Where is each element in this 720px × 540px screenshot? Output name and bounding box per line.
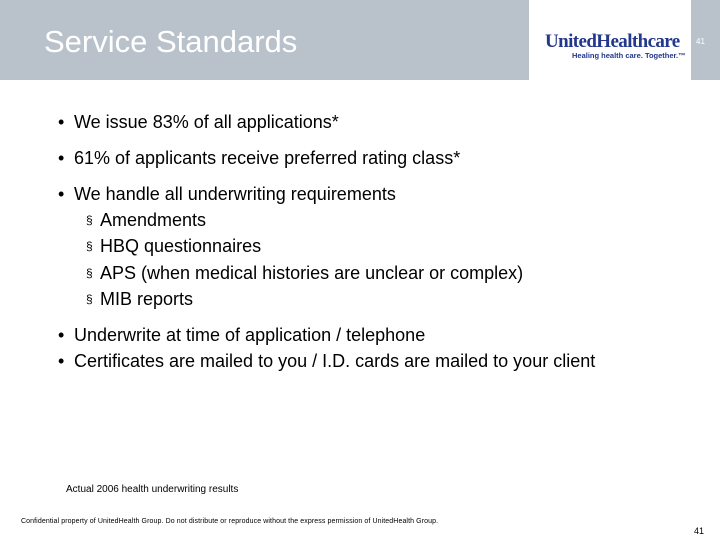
sub-bullet-text: Amendments (100, 210, 207, 230)
sub-bullet-item (86, 235, 261, 257)
section-sign-icon: § (86, 292, 93, 306)
sub-bullet-item (86, 209, 206, 231)
bullet-item (58, 183, 396, 205)
bullet-text: We handle all underwriting requirements (74, 184, 396, 204)
bullet-text: 61% of applicants receive preferred rating class* (74, 148, 461, 168)
bullet-icon: • (58, 351, 65, 371)
sub-bullet-text: MIB reports (100, 289, 194, 309)
bullet-icon: • (58, 325, 65, 345)
section-sign-icon: § (86, 239, 93, 253)
slide-title: Service Standards (44, 24, 298, 59)
section-sign-icon: § (86, 266, 93, 280)
page-number-bottom: 41 (694, 526, 705, 536)
bullet-icon: • (58, 148, 65, 168)
logo-wordmark: UnitedHealthcare (545, 31, 680, 52)
logo-tagline: Healing health care. Together.™ (572, 51, 686, 60)
bullet-text: Underwrite at time of application / telephone (74, 325, 426, 345)
sub-bullet-text: APS (when medical histories are unclear or complex) (100, 263, 524, 283)
section-sign-icon: § (86, 213, 93, 227)
bullet-item (58, 350, 595, 372)
bullet-text: Certificates are mailed to you / I.D. cards are mailed to your client (74, 351, 596, 371)
sub-bullet-item (86, 288, 193, 310)
sub-bullet-item (86, 262, 523, 284)
page-number-top: 41 (696, 37, 705, 46)
bullet-item (58, 147, 460, 169)
bullet-item (58, 324, 425, 346)
bullet-icon: • (58, 112, 65, 132)
sub-bullet-text: HBQ questionnaires (100, 236, 262, 256)
bullet-item (58, 111, 339, 133)
bullet-text: We issue 83% of all applications* (74, 112, 339, 132)
footnote: Actual 2006 health underwriting results (66, 484, 239, 495)
bullet-icon: • (58, 184, 65, 204)
confidentiality-notice: Confidential property of UnitedHealth Group. Do not distribute or reproduce without the express permission of UnitedHealth Group. (21, 518, 439, 525)
